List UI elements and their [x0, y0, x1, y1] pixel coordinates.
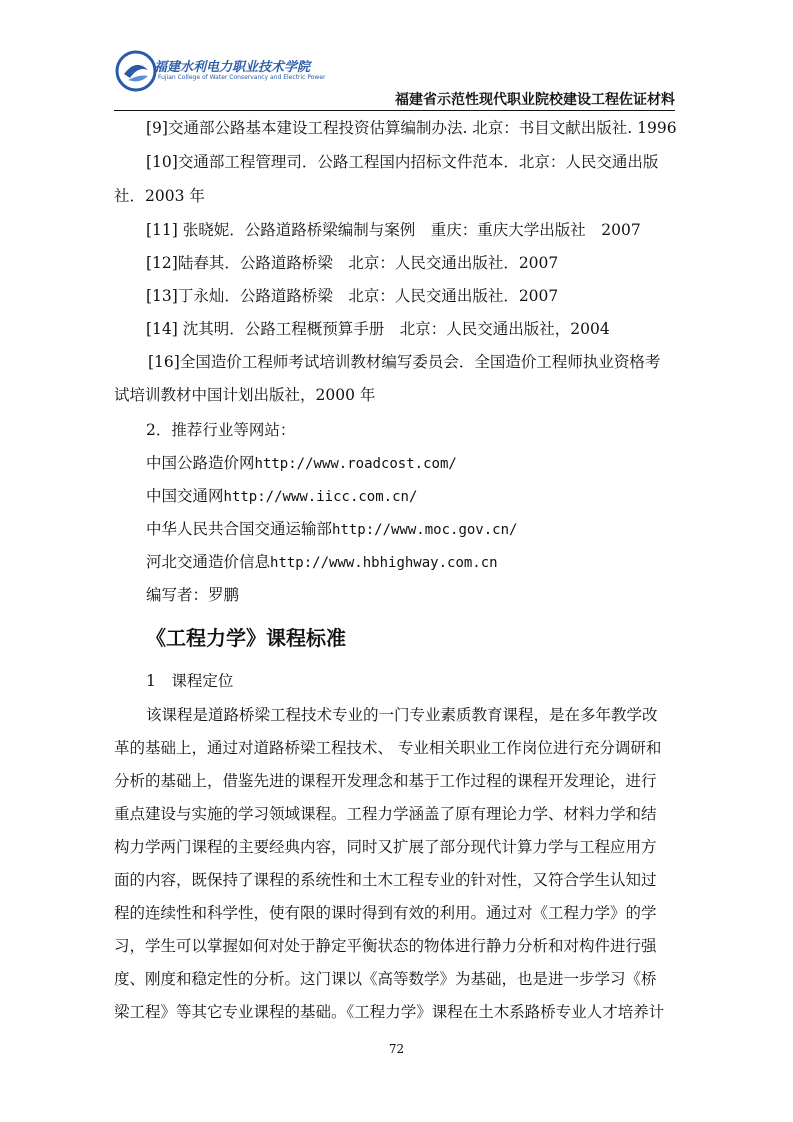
website-name: 中国公路造价网	[146, 454, 255, 472]
reference-line: [11] 张晓妮．公路道路桥梁编制与案例 重庆：重庆大学出版社 2007	[146, 221, 641, 239]
logo-subtext: Fujian College of Water Conservancy and Electric Power	[158, 74, 326, 81]
website-item	[146, 453, 457, 474]
website-name: 中华人民共合国交通运输部	[146, 520, 333, 538]
body-line: 重点建设与实施的学习领域课程。工程力学涵盖了原有理论力学、材料力学和结	[114, 805, 657, 823]
page-number: 72	[388, 1042, 405, 1056]
reference-line: 试培训教材中国计划出版社，2000 年	[114, 386, 376, 404]
website-item	[146, 486, 417, 507]
body-line: 面的内容，既保持了课程的系统性和土木工程专业的针对性，又符合学生认知过	[114, 871, 657, 889]
website-url[interactable]: http://www.moc.gov.cn/	[332, 522, 518, 538]
website-url[interactable]: http://www.hbhighway.com.cn	[270, 555, 498, 571]
body-line: 构力学两门课程的主要经典内容，同时又扩展了部分现代计算力学与工程应用方	[114, 838, 657, 856]
reference-line: [9]交通部公路基本建设工程投资估算编制办法. 北京：书目文献出版社. 1996	[146, 119, 677, 137]
college-logo	[114, 48, 326, 96]
header-rule	[114, 110, 675, 111]
reference-line: 社．2003 年	[114, 187, 205, 205]
website-url[interactable]: http://www.iicc.com.cn/	[223, 489, 418, 505]
website-item	[146, 552, 498, 573]
website-item	[146, 519, 517, 540]
body-line: 分析的基础上，借鉴先进的课程开发理念和基于工作过程的课程开发理论，进行	[114, 772, 657, 790]
body-line: 梁工程》等其它专业课程的基础。《工程力学》课程在土木系路桥专业人才培养计	[114, 1003, 665, 1021]
reference-line: [13]丁永灿．公路道路桥梁 北京：人民交通出版社．2007	[146, 287, 559, 305]
reference-line: [14] 沈其明．公路工程概预算手册 北京：人民交通出版社，2004	[146, 320, 610, 338]
subsection-heading: 1 课程定位	[146, 672, 234, 690]
reference-line: [16]全国造价工程师考试培训教材编写委员会．全国造价工程师执业资格考	[148, 353, 661, 371]
body-line: 程的连续性和科学性，使有限的课时得到有效的利用。通过对《工程力学》的学	[114, 904, 657, 922]
logo-text: 福建水利电力职业技术学院	[154, 60, 311, 75]
body-line: 习，学生可以掌握如何对处于静定平衡状态的物体进行静力分析和对构件进行强	[114, 937, 657, 955]
body-line: 度、刚度和稳定性的分析。这门课以《高等数学》为基础，也是进一步学习《桥	[114, 970, 657, 988]
author-line: 编写者：罗鹏	[146, 586, 240, 604]
header-title: 福建省示范性现代职业院校建设工程佐证材料	[395, 92, 675, 108]
section-title: 《工程力学》课程标准	[146, 626, 346, 650]
website-url[interactable]: http://www.roadcost.com/	[254, 456, 457, 472]
reference-line: [12]陆春其．公路道路桥梁 北京：人民交通出版社．2007	[146, 254, 559, 272]
reference-line: [10]交通部工程管理司．公路工程国内招标文件范本．北京：人民交通出版	[146, 153, 659, 171]
body-line: 革的基础上，通过对道路桥梁工程技术、 专业相关职业工作岗位进行充分调研和	[114, 739, 662, 757]
website-name: 河北交通造价信息	[146, 553, 271, 571]
websites-heading: 2．推荐行业等网站：	[146, 421, 296, 439]
body-line: 该课程是道路桥梁工程技术专业的一门专业素质教育课程，是在多年教学改	[146, 706, 658, 724]
website-name: 中国交通网	[146, 487, 224, 505]
